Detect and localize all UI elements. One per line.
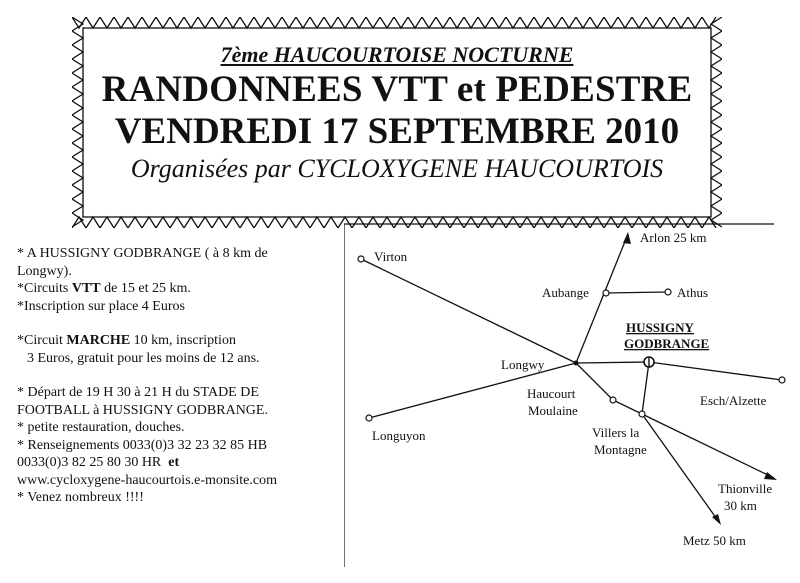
road-virton (361, 259, 576, 363)
road-metz (642, 414, 719, 522)
label-athus: Athus (677, 285, 709, 300)
location-line-2: Longwy). (17, 263, 72, 279)
circuits-line (17, 280, 337, 298)
website-link[interactable]: www.cycloxygene-haucourtois.e-monsite.com (17, 472, 277, 488)
restauration-line: * petite restauration, douches. (17, 420, 185, 435)
road-hussigny (576, 362, 649, 363)
location-line-1: * A HUSSIGNY GODBRANGE ( à 8 km de (17, 246, 268, 261)
inscription-vtt: *Inscription sur place 4 Euros (17, 298, 185, 314)
label-thionville: Thionville (718, 481, 773, 496)
road-villers (613, 400, 642, 414)
et-word: et (168, 455, 180, 470)
road-haucourt (576, 363, 613, 400)
label-longuyon: Longuyon (372, 428, 426, 443)
node-villers (639, 411, 645, 417)
label-virton: Virton (374, 249, 408, 264)
node-virton (358, 256, 364, 262)
arrow-thionville-icon (764, 472, 777, 480)
label-moulaine: Moulaine (528, 403, 578, 418)
header-box (72, 17, 722, 228)
arrow-metz-icon (712, 514, 721, 525)
label-thionville-distance: 30 km (724, 498, 757, 513)
label-haucourt: Haucourt (527, 386, 576, 401)
arrow-arlon-icon (623, 232, 631, 244)
circuits-prefix: *Circuits (17, 281, 72, 296)
edition-title: 7ème HAUCOURTOISE NOCTURNE (220, 42, 574, 67)
node-athus (665, 289, 671, 295)
renseignements-line-2 (17, 454, 337, 472)
renseignements-line-1: * Renseignements 0033(0)3 32 23 32 85 HB (17, 437, 268, 453)
road-hussigny-villers (642, 362, 649, 414)
event-date: VENDREDI 17 SEPTEMBRE 2010 (114, 111, 680, 152)
marche-prefix: *Circuit (17, 333, 67, 348)
marche-line (17, 332, 337, 350)
label-godbrange: GODBRANGE (624, 336, 710, 351)
node-longuyon (366, 415, 372, 421)
label-longwy: Longwy (501, 357, 545, 372)
road-athus (606, 292, 668, 293)
depart-line-2: FOOTBALL à HUSSIGNY GODBRANGE. (17, 402, 268, 418)
phone-hr: 0033(0)3 82 25 80 30 HR (17, 455, 162, 470)
road-esch (649, 362, 782, 380)
label-metz: Metz 50 km (683, 533, 746, 548)
node-aubange (603, 290, 609, 296)
route-map (344, 222, 800, 578)
roads (361, 234, 782, 522)
label-hussigny: HUSSIGNY (626, 320, 694, 335)
event-info (17, 245, 337, 507)
node-haucourt (610, 397, 616, 403)
label-arlon: Arlon 25 km (640, 230, 707, 245)
marche-bold: MARCHE (66, 333, 131, 348)
marche-line-2: 3 Euros, gratuit pour les moins de 12 ans. (27, 350, 260, 366)
label-montagne: Montagne (594, 442, 647, 457)
circuits-vtt: VTT (71, 281, 101, 296)
depart-line-1: * Départ de 19 H 30 à 21 H du STADE DE (17, 385, 259, 400)
road-thionville (642, 414, 774, 478)
event-title: RANDONNEES VTT et PEDESTRE (101, 69, 693, 110)
label-villers: Villers la (592, 425, 640, 440)
label-aubange: Aubange (542, 285, 589, 300)
circuits-suffix: de 15 et 25 km. (100, 281, 191, 296)
organizer-line: Organisées par CYCLOXYGENE HAUCOURTOIS (130, 154, 664, 183)
node-esch (779, 377, 785, 383)
node-longwy (574, 361, 579, 366)
marche-suffix: 10 km, inscription (130, 333, 236, 348)
closing-line: * Venez nombreux !!!! (17, 490, 144, 505)
label-esch: Esch/Alzette (700, 393, 767, 408)
